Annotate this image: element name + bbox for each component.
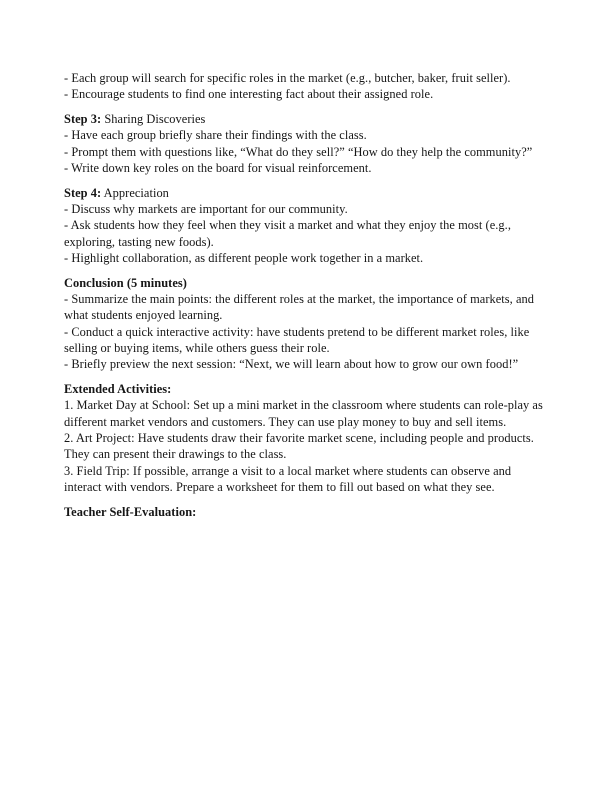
text-line: - Highlight collaboration, as different people work together in a market. <box>64 250 424 265</box>
text-line <box>64 275 554 291</box>
text-line: - Discuss why markets are important for our community. <box>64 202 348 217</box>
bold-label: Step 3: <box>64 112 102 127</box>
text-line: - Briefly preview the next session: “Next, we will learn about how to grow our own food!” <box>64 357 519 372</box>
text-line: 1. Market Day at School: Set up a mini market in the classroom where students can role-play as <box>64 398 543 413</box>
text-line <box>64 504 554 520</box>
bold-label: Teacher Self-Evaluation: <box>64 504 197 519</box>
paragraph-extended-activities <box>64 381 554 495</box>
text-line: interact with vendors. Prepare a worksheet for them to fill out based on what they see. <box>64 479 495 494</box>
text-line: different market vendors and customers. They can use play money to buy and sell items. <box>64 414 507 429</box>
text-line: - Summarize the main points: the different roles at the market, the importance of markets, and <box>64 292 535 307</box>
paragraph-step-3-sharing-discoveries <box>64 111 554 176</box>
text-line: selling or buying items, while others guess their role. <box>64 340 330 355</box>
paragraph-step-4-appreciation <box>64 185 554 266</box>
paragraph-conclusion <box>64 275 554 373</box>
text-line: - Prompt them with questions like, “What do they sell?” “How do they help the community?” <box>64 144 533 159</box>
bold-label: Extended Activities: <box>64 382 172 397</box>
text-line: Step 3: Sharing Discoveries <box>64 112 206 127</box>
text-line: exploring, tasting new foods). <box>64 234 214 249</box>
bold-label: Step 4: <box>64 185 102 200</box>
bold-label: Conclusion (5 minutes) <box>64 275 187 290</box>
text-line: Step 4: Appreciation <box>64 185 169 200</box>
text-line: - Encourage students to find one interesting fact about their assigned role. <box>64 87 434 102</box>
paragraph-group-research <box>64 70 554 103</box>
text-line: what students enjoyed learning. <box>64 308 223 323</box>
text-line: - Conduct a quick interactive activity: have students pretend to be different market roles, like <box>64 324 530 339</box>
text-line: - Write down key roles on the board for visual reinforcement. <box>64 160 372 175</box>
text-line: - Ask students how they feel when they visit a market and what they enjoy the most (e.g., <box>64 218 511 233</box>
text-line: - Have each group briefly share their findings with the class. <box>64 128 367 143</box>
paragraph-teacher-self-evaluation <box>64 504 554 520</box>
text-line: 3. Field Trip: If possible, arrange a visit to a local market where students can observe and <box>64 463 512 478</box>
text-line: - Each group will search for specific roles in the market (e.g., butcher, baker, fruit seller). <box>64 71 511 85</box>
text-line: 2. Art Project: Have students draw their favorite market scene, including people and products. <box>64 430 534 445</box>
document-body <box>64 70 554 520</box>
text-line <box>64 381 554 397</box>
text-line: They can present their drawings to the class. <box>64 447 287 462</box>
